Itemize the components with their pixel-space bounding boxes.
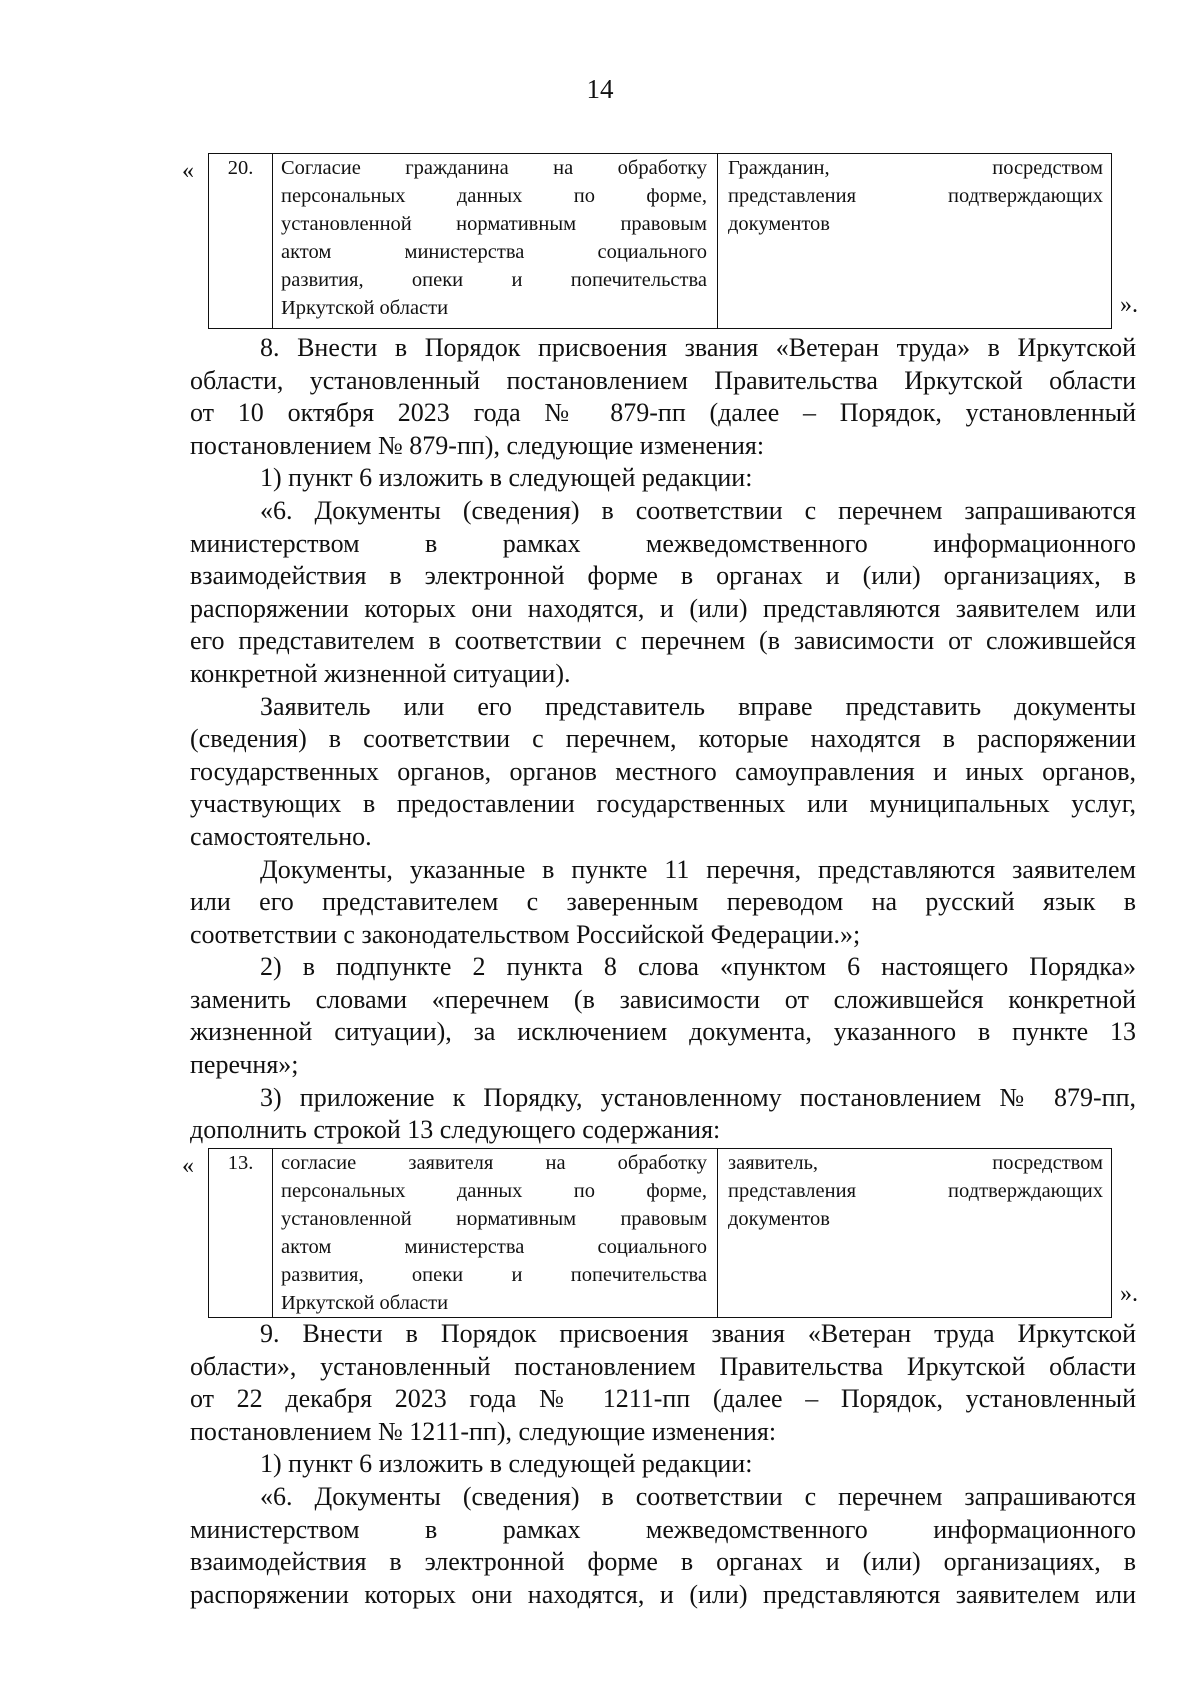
description-line: установленной нормативным правовым <box>281 213 707 235</box>
text-line: «6. Документы (сведения) в соответствии с перечнем запрашиваются <box>260 1481 1136 1511</box>
submitter-line: документов <box>728 213 830 235</box>
document-description <box>273 1149 718 1317</box>
text-line: дополнить строкой 13 следующего содержания: <box>190 1115 721 1145</box>
text-line: распоряжении которых они находятся, и (или) представляются заявителем или <box>190 1579 1136 1609</box>
document-description <box>273 154 718 328</box>
closing-quote: ». <box>1120 292 1138 318</box>
submitter-line: документов <box>728 1208 830 1230</box>
text-line: самостоятельно. <box>190 821 372 851</box>
text-line: конкретной жизненной ситуации). <box>190 658 571 688</box>
description-line: развития, опеки и попечительства <box>281 1264 707 1286</box>
text-line: министерством в рамках межведомственного информационного <box>190 1514 1136 1544</box>
row-number: 20. <box>209 154 273 328</box>
opening-quote: « <box>182 1153 194 1179</box>
text-line: жизненной ситуации), за исключением документа, указанного в пункте 13 <box>190 1017 1136 1047</box>
description-line: Иркутской области <box>281 1292 449 1314</box>
opening-quote: « <box>182 158 194 184</box>
submitter-line: Гражданин, посредством <box>728 157 1103 179</box>
submitter-line: представления подтверждающих <box>728 1180 1103 1202</box>
text-line: взаимодействия в электронной форме в органах и (или) организациях, в <box>190 561 1136 591</box>
table-row <box>208 153 1112 329</box>
table-row <box>208 1148 1112 1318</box>
text-line: 8. Внести в Порядок присвоения звания «Ветеран труда» в Иркутской <box>260 333 1136 362</box>
submitter-description <box>718 1149 1111 1317</box>
text-line: соответствии с законодательством Российской Федерации.»; <box>190 919 861 949</box>
text-line: 1) пункт 6 изложить в следующей редакции: <box>260 1449 753 1479</box>
text-line: «6. Документы (сведения) в соответствии с перечнем запрашиваются <box>260 495 1136 525</box>
submitter-description <box>718 154 1111 328</box>
row-number: 13. <box>209 1149 273 1317</box>
text-line: области», установленный постановлением Правительства Иркутской области <box>190 1351 1136 1381</box>
text-line: взаимодействия в электронной форме в органах и (или) организациях, в <box>190 1547 1136 1577</box>
text-line: 1) пункт 6 изложить в следующей редакции: <box>260 463 753 493</box>
text-line: перечня»; <box>190 1050 299 1080</box>
text-line: распоряжении которых они находятся, и (или) представляются заявителем или <box>190 593 1136 623</box>
text-line: 2) в подпункте 2 пункта 8 слова «пунктом 6 настоящего Порядка» <box>260 952 1136 982</box>
text-line: от 10 октября 2023 года № 879-пп (далее – Порядок, установленный <box>190 398 1136 428</box>
text-line: области, установленный постановлением Правительства Иркутской области <box>190 365 1136 395</box>
section-8-text <box>190 332 1136 1147</box>
text-line: постановлением № 1211-пп), следующие изменения: <box>190 1416 777 1446</box>
text-line: или его представителем с заверенным переводом на русский язык в <box>190 887 1136 917</box>
description-line: персональных данных по форме, <box>281 185 707 207</box>
text-line: Документы, указанные в пункте 11 перечня, представляются заявителем <box>260 854 1136 884</box>
text-line: от 22 декабря 2023 года № 1211-пп (далее – Порядок, установленный <box>190 1384 1136 1414</box>
closing-quote: ». <box>1120 1281 1138 1307</box>
text-line: 3) приложение к Порядку, установленному постановлением № 879-пп, <box>260 1082 1136 1112</box>
submitter-line: заявитель, посредством <box>728 1152 1103 1174</box>
text-line: государственных органов, органов местного самоуправления и иных органов, <box>190 756 1136 786</box>
text-line: Заявитель или его представитель вправе представить документы <box>260 691 1136 721</box>
text-line: 9. Внести в Порядок присвоения звания «Ветеран труда Иркутской <box>260 1319 1136 1348</box>
description-line: Согласие гражданина на обработку <box>281 157 707 179</box>
description-line: развития, опеки и попечительства <box>281 269 707 291</box>
section-9-text <box>190 1318 1136 1611</box>
description-line: Иркутской области <box>281 297 449 319</box>
text-line: постановлением № 879-пп), следующие изменения: <box>190 430 765 460</box>
amendment-table-row-20 <box>182 153 1142 329</box>
description-line: согласие заявителя на обработку <box>281 1152 707 1174</box>
text-line: заменить словами «перечнем (в зависимости от сложившейся конкретной <box>190 984 1136 1014</box>
text-line: (сведения) в соответствии с перечнем, которые находятся в распоряжении <box>190 724 1136 754</box>
text-line: его представителем в соответствии с перечнем (в зависимости от сложившейся <box>190 626 1136 656</box>
amendment-table-row-13 <box>182 1148 1142 1318</box>
text-line: участвующих в предоставлении государственных или муниципальных услуг, <box>190 789 1136 819</box>
description-line: персональных данных по форме, <box>281 1180 707 1202</box>
description-line: актом министерства социального <box>281 241 707 263</box>
description-line: установленной нормативным правовым <box>281 1208 707 1230</box>
submitter-line: представления подтверждающих <box>728 185 1103 207</box>
text-line: министерством в рамках межведомственного информационного <box>190 528 1136 558</box>
description-line: актом министерства социального <box>281 1236 707 1258</box>
page-number: 14 <box>586 74 614 104</box>
